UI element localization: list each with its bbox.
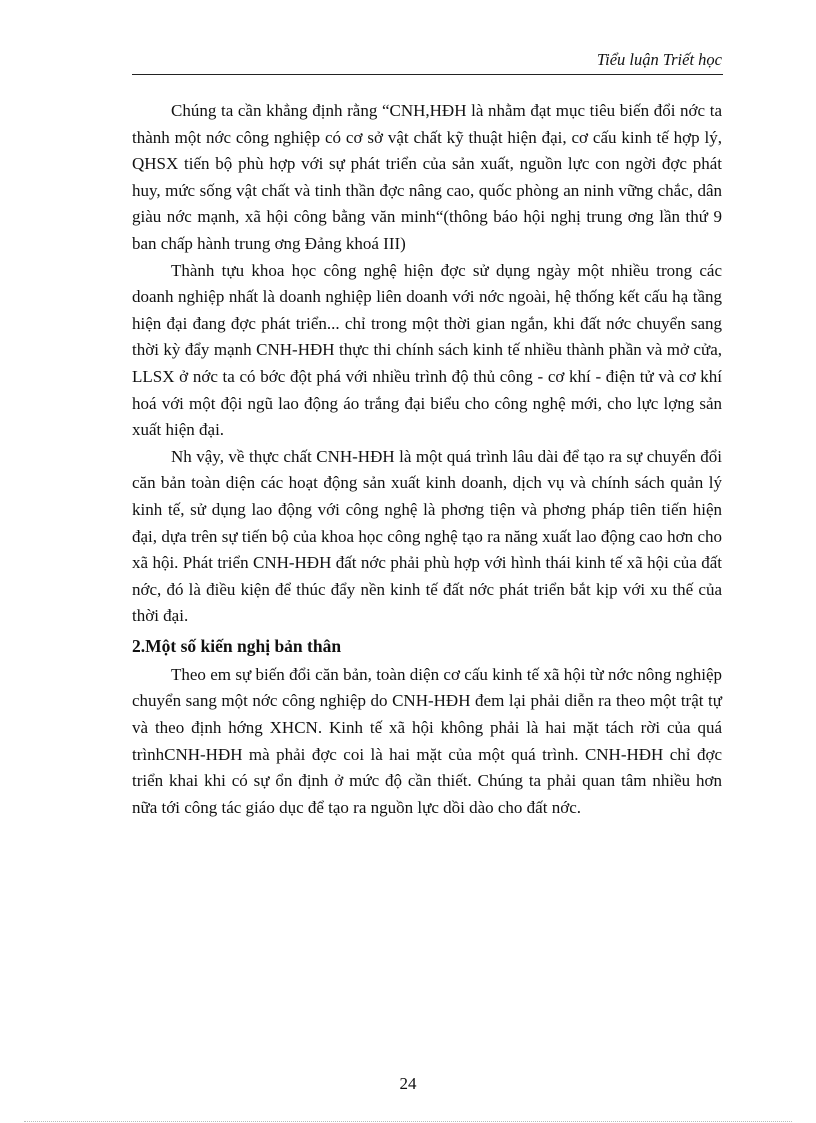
paragraph-2: Thành tựu khoa học công nghệ hiện đợc sử dụng ngày một nhiều trong các doanh nghiệp nhất là doanh nghiệp liên doanh với nớc ngoài, hệ thống kết cấu hạ tầng hiện đại đang đợc phát triển... chỉ trong một thời gian ngắn, khi đất nớc chuyển sang thời kỳ đẩy mạnh CNH-HĐH thực thi chính sách kinh tế nhiều thành phần và mở cửa, LLSX ở nớc ta có bớc đột phá với nhiều trình độ thủ công - cơ khí - điện tử và cơ khí hoá với một đội ngũ lao động áo trắng đại biểu cho công nghệ mới, cho lực lợng sản xuất hiện đại. bbox=[132, 260, 722, 440]
header-rule bbox=[132, 74, 723, 75]
page-content bbox=[132, 98, 722, 821]
section-paragraph-1: Theo em sự biến đổi căn bản, toàn diện cơ cấu kinh tế xã hội từ nớc nông nghiệp chuyển sang một nớc công nghiệp do CNH-HĐH đem lại phải diễn ra theo một trật tự và theo định hớng XHCN. Kinh tế xã hội không phải là hai mặt tách rời của quá trìnhCNH-HĐH mà phải đợc coi là hai mặt của một quá trình. CNH-HĐH chỉ đợc triển khai khi có sự ổn định ở mức độ cần thiết. Chúng ta phải quan tâm nhiều hơn nữa tới công tác giáo dục để tạo ra nguồn lực dồi dào cho đất nớc. bbox=[132, 664, 722, 817]
section-heading: 2.Một số kiến nghị bản thân bbox=[132, 635, 342, 656]
page-number: 24 bbox=[399, 1074, 417, 1093]
paragraph-1: Chúng ta cần khẳng định rằng “CNH,HĐH là nhằm đạt mục tiêu biến đổi nớc ta thành một nớc công nghiệp có cơ sở vật chất kỹ thuật hiện đại, cơ cấu kinh tế hợp lý, QHSX tiến bộ phù hợp với sự phát triển của sản xuất, nguồn lực con ngời đợc phát huy, mức sống vật chất và tinh thần đợc nâng cao, quốc phòng an ninh vững chắc, dân giàu nớc mạnh, xã hội công bằng văn minh“(thông báo hội nghị trung ơng lần thứ 9 ban chấp hành trung ơng Đảng khoá III) bbox=[132, 101, 722, 253]
paragraph-3: Nh vậy, về thực chất CNH-HĐH là một quá trình lâu dài để tạo ra sự chuyển đổi căn bản toàn diện các hoạt động sản xuất kinh doanh, dịch vụ và chính sách quản lý kinh tế, sử dụng lao động với công nghệ là phơng tiện và phơng pháp tiên tiến hiện đại, dựa trên sự tiến bộ của khoa học công nghệ tạo ra năng xuất lao động cao hơn cho xã hội. Phát triển CNH-HĐH đất nớc phải phù hợp với hình thái kinh tế xã hội của đất nớc, đó là điều kiện để thúc đẩy nền kinh tế đất nớc phát triển bắt kịp với xu thế của thời đại. bbox=[132, 446, 722, 626]
bottom-dotted-rule bbox=[24, 1121, 792, 1122]
running-header: Tiểu luận Triết học bbox=[596, 50, 722, 69]
